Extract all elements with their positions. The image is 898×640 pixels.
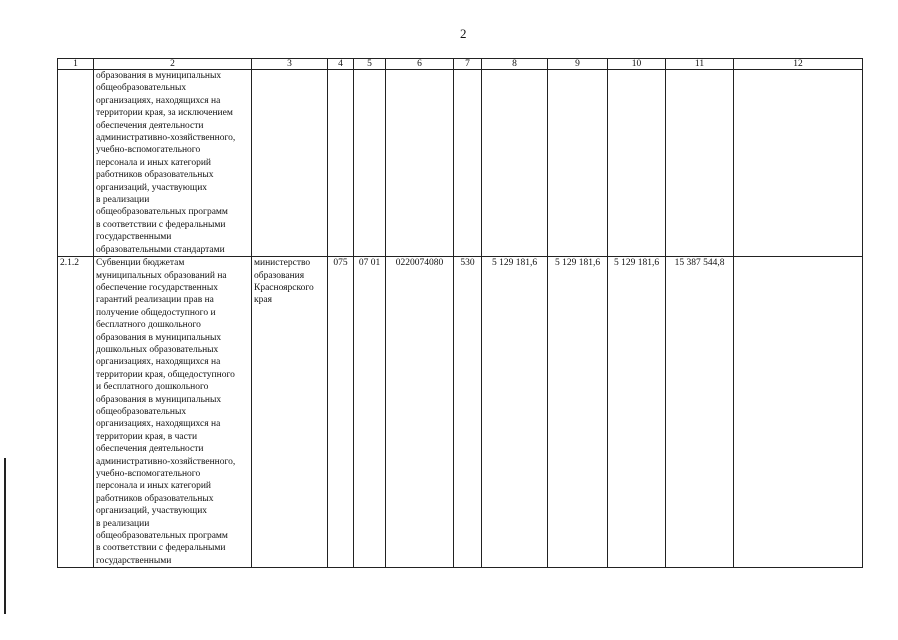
- code-grbs: [328, 70, 354, 257]
- header-col-10: 10: [608, 59, 666, 70]
- code-section: 07 01: [354, 257, 386, 568]
- amount-year-3: [608, 70, 666, 257]
- amount-total: [666, 70, 734, 257]
- header-col-4: 4: [328, 59, 354, 70]
- header-col-2: 2: [94, 59, 252, 70]
- amount-year-3: 5 129 181,6: [608, 257, 666, 568]
- code-expense-type: 530: [454, 257, 482, 568]
- amount-year-1: [482, 70, 548, 257]
- header-col-1: 1: [58, 59, 94, 70]
- scan-edge-mark: [4, 458, 6, 614]
- administrator: министерство образования Красноярского края: [252, 257, 328, 568]
- header-col-8: 8: [482, 59, 548, 70]
- code-section: [354, 70, 386, 257]
- expected-result: [734, 70, 863, 257]
- header-col-6: 6: [386, 59, 454, 70]
- code-grbs: 075: [328, 257, 354, 568]
- code-target: [386, 70, 454, 257]
- amount-year-1: 5 129 181,6: [482, 257, 548, 568]
- header-row: [58, 59, 863, 70]
- table-row: [58, 257, 863, 568]
- item-number: 2.1.2: [58, 257, 94, 568]
- administrator: [252, 70, 328, 257]
- table-row: [58, 70, 863, 257]
- budget-table: [57, 58, 863, 568]
- item-number: [58, 70, 94, 257]
- header-col-9: 9: [548, 59, 608, 70]
- amount-year-2: 5 129 181,6: [548, 257, 608, 568]
- page-number: 2: [460, 26, 467, 41]
- header-col-12: 12: [734, 59, 863, 70]
- header-col-11: 11: [666, 59, 734, 70]
- code-expense-type: [454, 70, 482, 257]
- code-target: 0220074080: [386, 257, 454, 568]
- item-description: Субвенции бюджетам муниципальных образований на обеспечение государственных гарантий реализации прав на получение общедоступного и бесплатного дошкольного образования в муниципальных дошкольных образовательных организациях, находящихся на территории края, общедоступного и бесплатного дошкольного образования в муниципальных общеобразовательных организациях, находящихся на территории края, в части обеспечения деятельности административно-хозяйственного, учебно-вспомогательного персонала и иных категорий работников образовательных организаций, участвующих в реализации общеобразовательных программ в соответствии с федеральными государственными: [94, 257, 252, 568]
- header-col-3: 3: [252, 59, 328, 70]
- amount-total: 15 387 544,8: [666, 257, 734, 568]
- amount-year-2: [548, 70, 608, 257]
- item-description: образования в муниципальных общеобразовательных организациях, находящихся на территории края, за исключением обеспечения деятельности административно-хозяйственного, учебно-вспомогательного персонала и иных категорий работников образовательных организаций, участвующих в реализации общеобразовательных программ в соответствии с федеральными государственными образовательными стандартами: [94, 70, 252, 257]
- expected-result: [734, 257, 863, 568]
- header-col-7: 7: [454, 59, 482, 70]
- header-col-5: 5: [354, 59, 386, 70]
